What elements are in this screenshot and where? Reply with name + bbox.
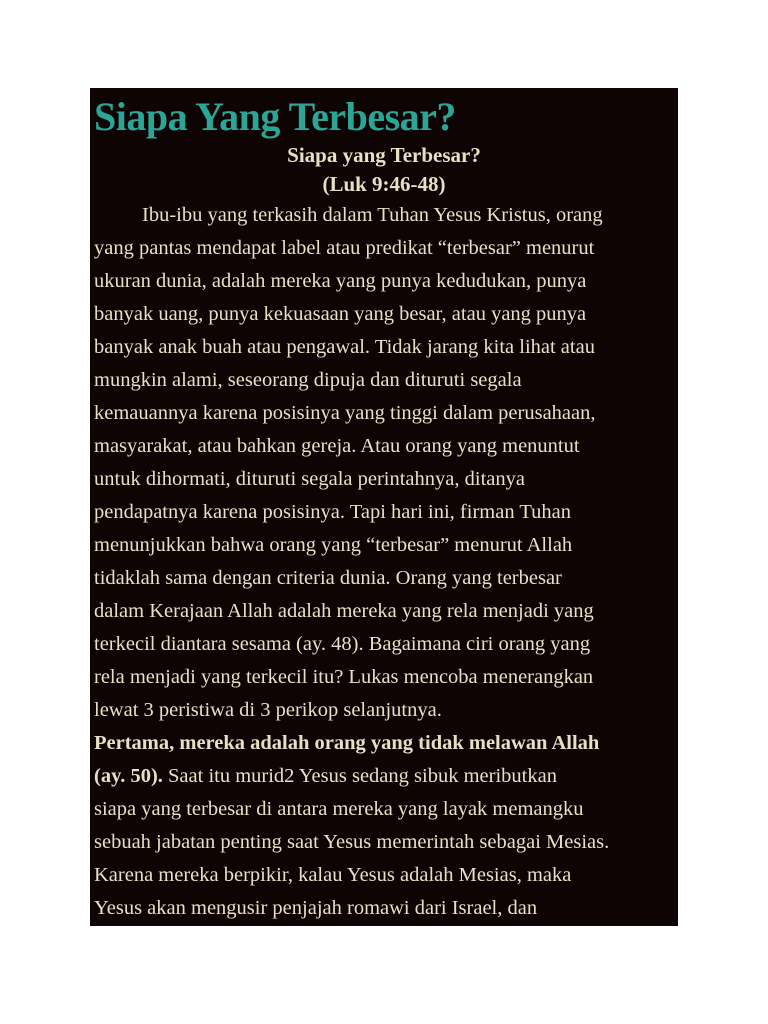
text-line: yang pantas mendapat label atau predikat “terbesar” menurut (94, 237, 595, 259)
document-heading: Siapa Yang Terbesar? (94, 94, 456, 139)
text-line: dalam Kerajaan Allah adalah mereka yang rela menjadi yang (94, 600, 594, 622)
text-line: terkecil diantara sesama (ay. 48). Bagaimana ciri orang yang (94, 633, 591, 655)
paragraph-intro (94, 199, 674, 727)
text-line: siapa yang terbesar di antara mereka yang layak memangku (94, 798, 584, 820)
point-heading: Pertama, mereka adalah orang yang tidak melawan Allah (94, 732, 600, 754)
point-text: Saat itu murid2 Yesus sedang sibuk meributkan (162, 765, 557, 787)
document-page (90, 88, 678, 926)
text-line: banyak uang, punya kekuasaan yang besar, atau yang punya (94, 303, 587, 325)
text-line: masyarakat, atau bahkan gereja. Atau orang yang menuntut (94, 435, 580, 457)
point-reference: (ay. 50). (94, 765, 163, 787)
text-line: sebuah jabatan penting saat Yesus memerintah sebagai Mesias. (94, 831, 610, 853)
scripture-reference: (Luk 9:46-48) (322, 172, 446, 196)
document-subtitle: Siapa yang Terbesar? (287, 143, 481, 167)
paragraph-point-one (94, 727, 674, 925)
text-line: Karena mereka berpikir, kalau Yesus adalah Mesias, maka (94, 864, 572, 886)
text-line: Ibu-ibu yang terkasih dalam Tuhan Yesus Kristus, orang (142, 204, 603, 226)
text-line: untuk dihormati, dituruti segala perintahnya, ditanya (94, 468, 525, 490)
text-line: rela menjadi yang terkecil itu? Lukas mencoba menerangkan (94, 666, 594, 688)
text-line: Yesus akan mengusir penjajah romawi dari Israel, dan (94, 897, 538, 919)
text-line: mungkin alami, seseorang dipuja dan dituruti segala (94, 369, 522, 391)
text-line: kemauannya karena posisinya yang tinggi dalam perusahaan, (94, 402, 596, 424)
text-line: menunjukkan bahwa orang yang “terbesar” menurut Allah (94, 534, 573, 556)
text-line: tidaklah sama dengan criteria dunia. Orang yang terbesar (94, 567, 562, 589)
text-line: banyak anak buah atau pengawal. Tidak jarang kita lihat atau (94, 336, 595, 358)
text-line: lewat 3 peristiwa di 3 perikop selanjutnya. (94, 699, 442, 721)
text-line: pendapatnya karena posisinya. Tapi hari ini, firman Tuhan (94, 501, 571, 523)
text-line (94, 760, 674, 793)
text-line: ukuran dunia, adalah mereka yang punya kedudukan, punya (94, 270, 587, 292)
